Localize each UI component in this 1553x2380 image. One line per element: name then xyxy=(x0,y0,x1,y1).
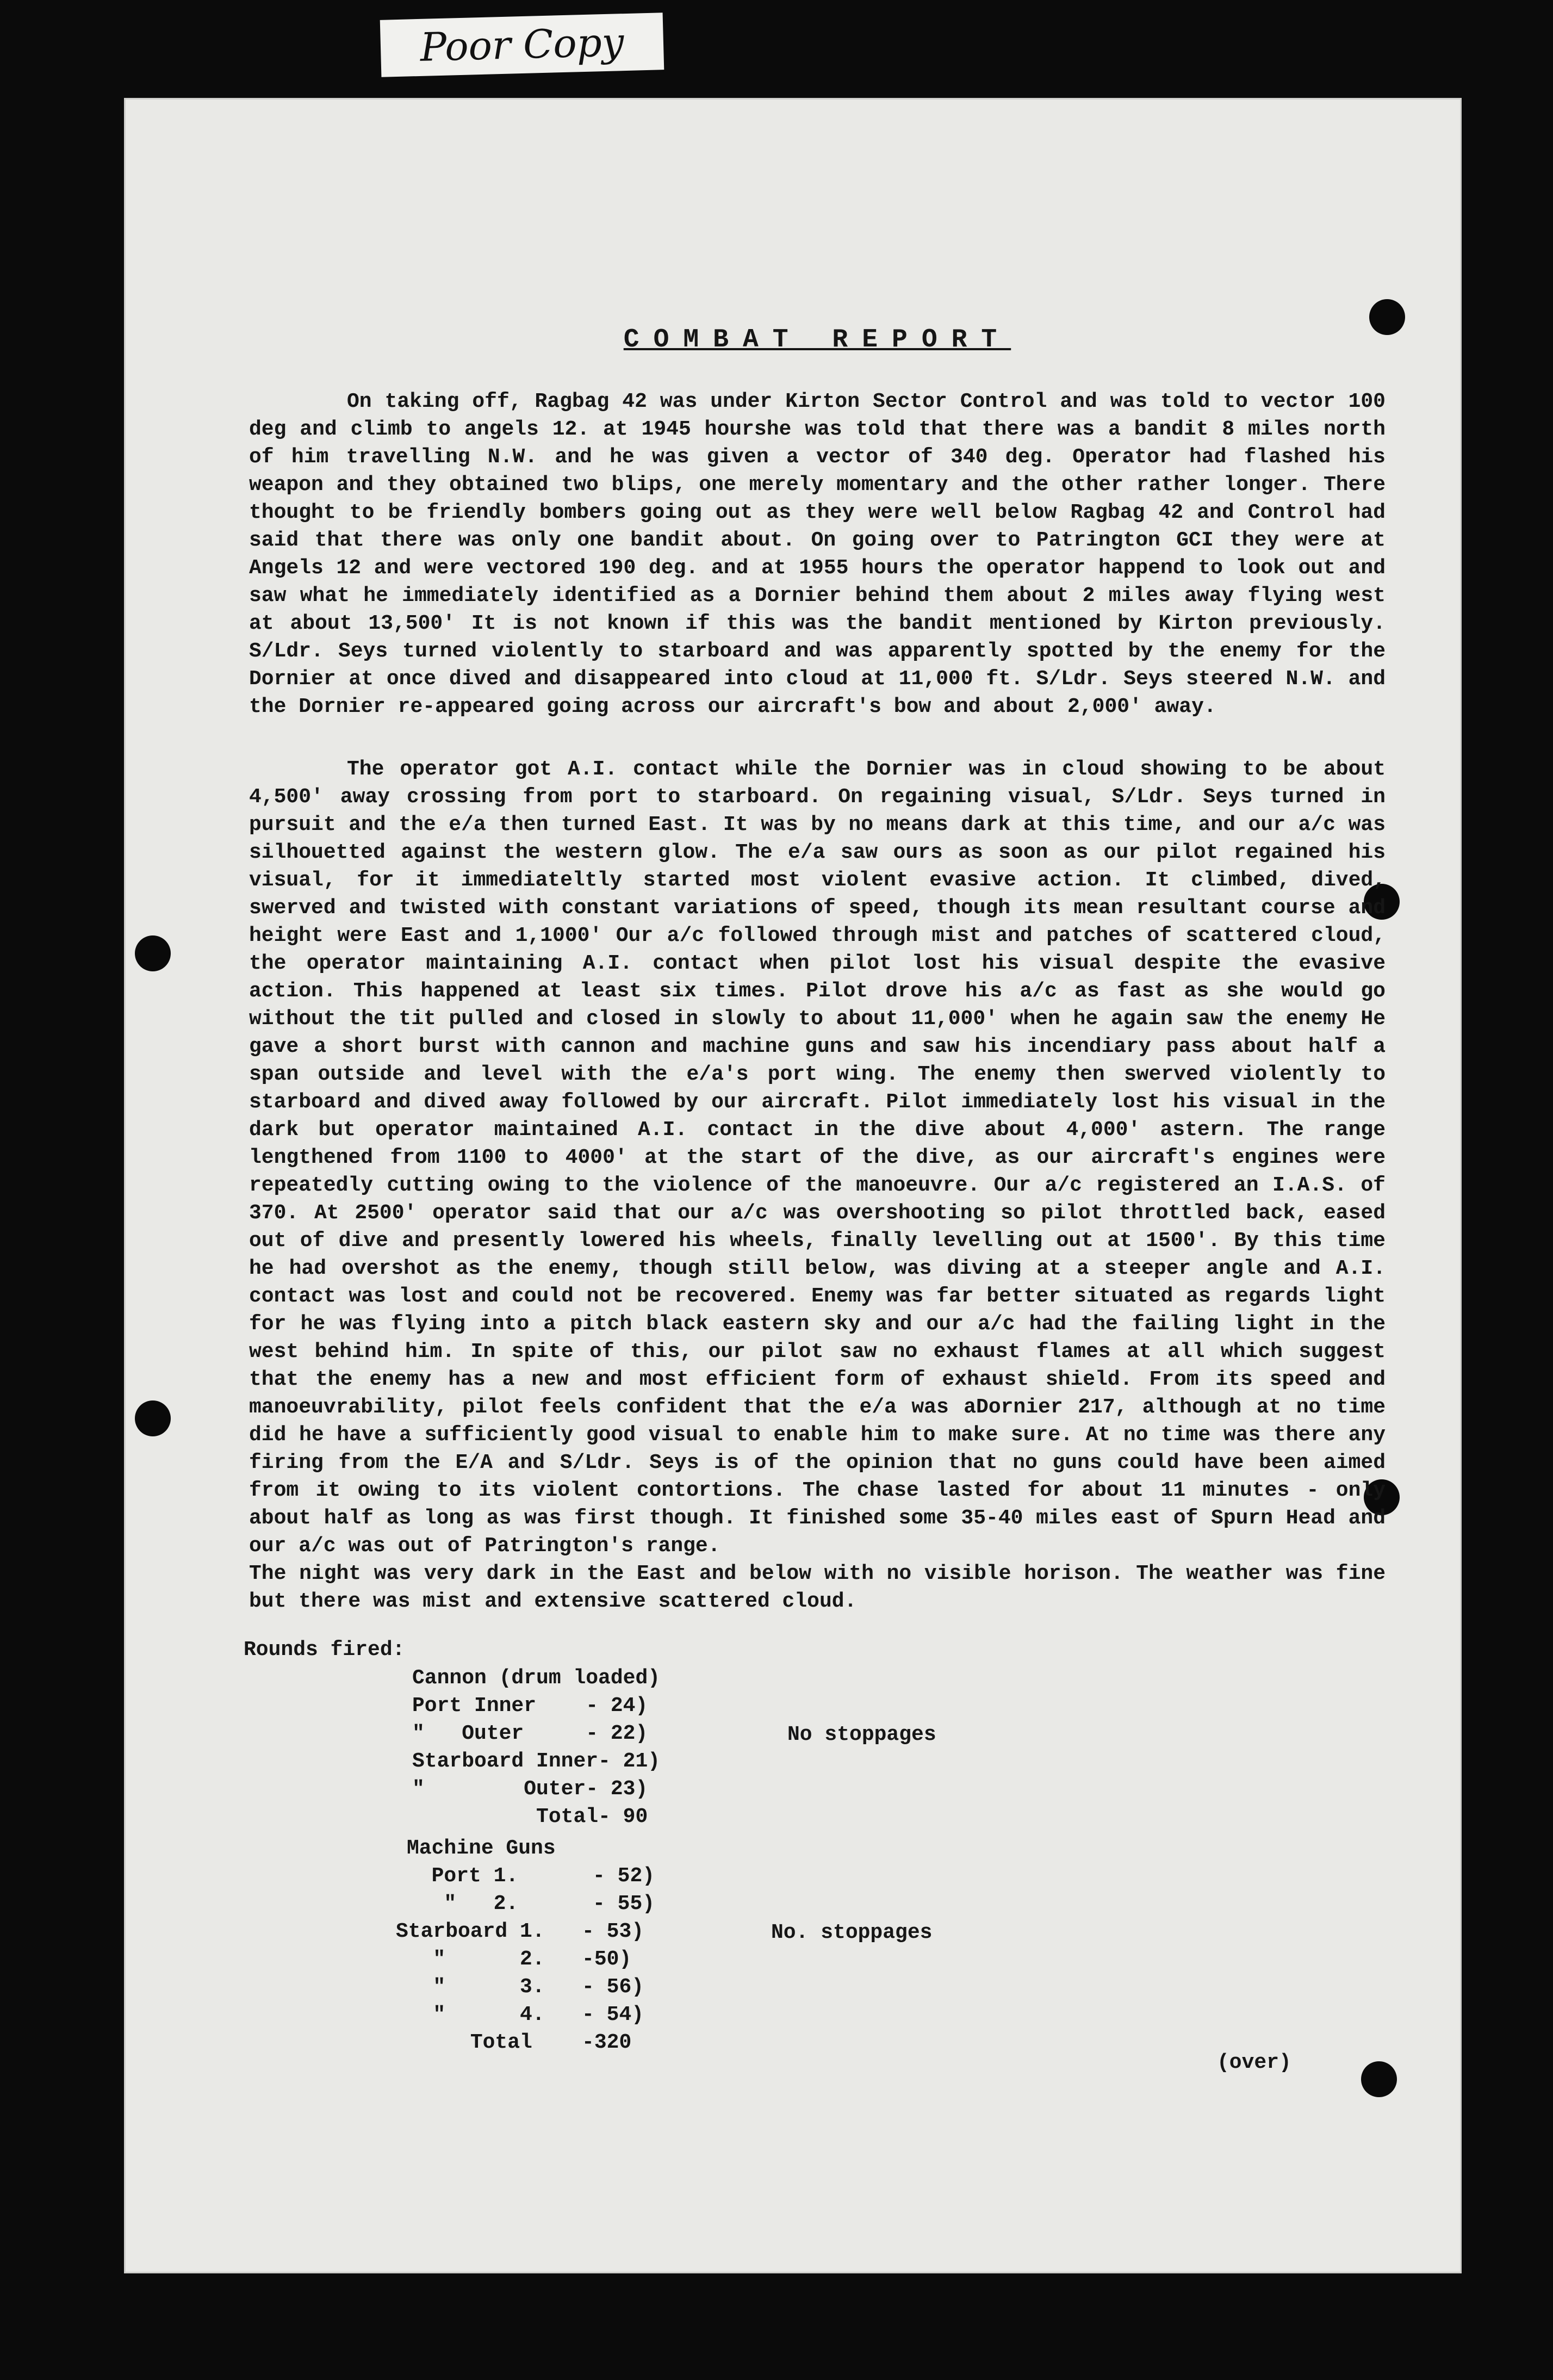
rounds-line: Port Inner - 24) xyxy=(412,1694,648,1718)
paragraph-3: The night was very dark in the East and below with no visible horison. The weather was fine but there was mist and extensive scattered cloud. xyxy=(249,1562,1386,1613)
rounds-line: Machine Guns xyxy=(407,1837,556,1860)
rounds-line: " 3. - 56) xyxy=(396,1975,644,1999)
report-page xyxy=(124,98,1462,2273)
rounds-line: " Outer- 23) xyxy=(412,1777,648,1801)
paragraph-1-text: On taking off, Ragbag 42 was under Kirton Sector Control and was told to vector 100 deg and climb to angels 12. at 1945 hourshe was told that there was a bandit 8 miles north of him travelling N.W. and he was given a vector of 340 deg. Operator had flashed his weapon and they obtained two blips, one merely momentary and the other rather longer. There thought to be friendly bombers going out as they were well below Ragbag 42 and Control had said that there was only one bandit about. On going over to Patrington GCI they were at Angels 12 and were vectored 190 deg. and at 1955 hours the operator happend to look out and saw what he immediately identified as a Dornier behind them about 2 miles away flying west at about 13,500' It is not known if this was the bandit mentioned by Kirton previously. S/Ldr. Seys turned violently to starboard and was apparently spotted by the enemy for the Dornier at once dived and disappeared into cloud at 11,000 ft. S/Ldr. Seys steered N.W. and the Dornier re-appeared going across our aircraft's bow and about 2,000' away. xyxy=(249,390,1386,718)
over-note: (over) xyxy=(1217,2051,1291,2074)
rounds-line: " 2. -50) xyxy=(396,1948,632,1971)
cannon-stoppages-note: No stoppages xyxy=(787,1723,936,1746)
rounds-line: " 2. - 55) xyxy=(407,1892,655,1916)
paragraph-2-text: The operator got A.I. contact while the Dornier was in cloud showing to be about 4,500' away crossing from port to starboard. On regaining visual, S/Ldr. Seys turned in pursuit and the e/a then turned East. It was by no means dark at this time, and our a/c was silhouetted against the western glow. The e/a saw ours as soon as our pilot regained his visual, for it immediateltly started most violent evasive action. It climbed, dived, swerved and twisted with constant variations of speed, though its mean resultant course and height were East and 1,1000' Our a/c followed through mist and patches of scattered cloud, the operator maintaining A.I. contact when pilot lost his visual despite the evasive action. This happened at least six times. Pilot drove his a/c as fast as she would go without the tit pulled and closed in slowly to about 11,000' when he again saw the enemy He gave a short burst with cannon and machine guns and saw his incendiary pass about half a span outside and level with the e/a's port wing. The enemy then swerved violently to starboard and dived away followed by our aircraft. Pilot immediately lost his visual in the dark but operator maintained A.I. contact in the dive about 4,000' astern. The range lengthened from 1100 to 4000' at the start of the dive, as our aircraft's engines were repeatedly cutting owing to the violence of the manoeuvre. Our a/c registered an I.A.S. of 370. At 2500' operator said that our a/c was overshooting so pilot throttled back, eased out of dive and presently lowered his wheels, finally levelling out at 1500'. By this time he had overshot as the enemy, though still below, was diving at a steeper angle and A.I. contact was lost and could not be recovered. Enemy was far better situated as regards light for he was flying into a pitch black eastern sky and our a/c had the failing light in the west behind him. In spite of this, our pilot saw no exhaust flames at all which suggest that the enemy has a new and most efficient form of exhaust shield. From its speed and manoeuvrability, pilot feels confident that the e/a was aDornier 217, although at no time did he have a sufficiently good visual to enable him to make sure. At no time was there any firing from the E/A and S/Ldr. Seys is of the opinion that no guns could have been aimed from it owing to its violent contortions. The chase lasted for about 11 minutes - only about half as long as was first though. It finished some 35-40 miles east of Spurn Head and our a/c was out of Patrington's range. xyxy=(249,758,1386,1558)
rounds-line: Starboard 1. - 53) xyxy=(396,1920,644,1943)
rounds-line: " Outer - 22) xyxy=(412,1722,648,1745)
rounds-line: " 4. - 54) xyxy=(396,2003,644,2026)
report-title: COMBAT REPORT xyxy=(623,325,1011,355)
punch-hole xyxy=(1361,2061,1397,2097)
rounds-fired-label: Rounds fired: xyxy=(244,1638,405,1662)
rounds-fired-section xyxy=(244,1636,1386,2074)
report-body xyxy=(244,325,1386,2074)
rounds-line: Total- 90 xyxy=(412,1805,648,1829)
rounds-line: Starboard Inner- 21) xyxy=(412,1750,661,1773)
rounds-line: Port 1. - 52) xyxy=(407,1864,655,1888)
poor-copy-label: Poor Copy xyxy=(380,13,664,77)
rounds-line: Total -320 xyxy=(396,2031,632,2054)
paragraph-1 xyxy=(249,388,1386,721)
paragraph-2 xyxy=(249,755,1386,1560)
mg-stoppages-note: No. stoppages xyxy=(771,1921,933,1944)
rounds-line: Cannon (drum loaded) xyxy=(412,1666,661,1690)
punch-hole xyxy=(135,935,171,971)
punch-hole xyxy=(135,1400,171,1436)
